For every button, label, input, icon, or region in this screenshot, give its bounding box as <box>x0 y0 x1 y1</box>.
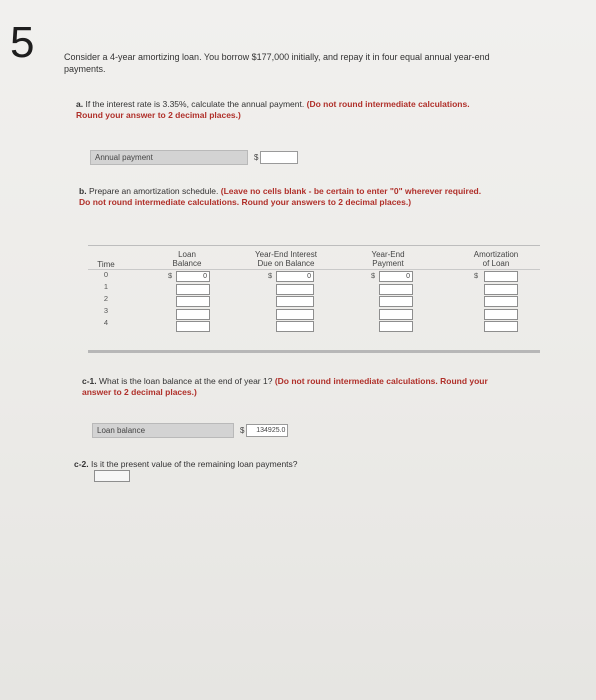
interest-currency: $ <box>268 271 273 280</box>
part-c1-text: What is the loan balance at the end of year 1? <box>99 376 273 386</box>
amortization-input-0[interactable] <box>484 271 518 282</box>
part-c1-instruction: (Do not round intermediate calculations. Round your answer to 2 decimal places.) <box>82 376 488 397</box>
interest-input-3[interactable] <box>276 309 314 320</box>
problem-intro <box>64 51 514 75</box>
intro-text: Consider a 4-year amortizing loan. You borrow $177,000 initially, and repay it in four equal annual year-end payments. <box>64 52 490 74</box>
loan-balance-row <box>92 423 288 438</box>
loan-balance-answer-currency: $ <box>240 426 245 435</box>
annual-payment-currency: $ <box>254 153 259 162</box>
time-value: 2 <box>103 294 109 303</box>
payment-input-0[interactable]: 0 <box>379 271 413 282</box>
col-header-loan-2: Balance <box>172 259 202 268</box>
header-underline <box>88 269 540 270</box>
col-header-amortization-2: of Loan <box>482 259 510 268</box>
annual-payment-input[interactable] <box>260 151 298 164</box>
part-c2-prefix: c-2. <box>74 459 89 469</box>
time-value: 4 <box>103 318 109 327</box>
time-value: 3 <box>103 306 109 315</box>
payment-column <box>379 271 413 334</box>
interest-column <box>276 271 314 334</box>
annual-payment-label: Annual payment <box>90 150 248 165</box>
loan-balance-currency: $ <box>168 271 173 280</box>
loan-balance-column <box>176 271 210 334</box>
amortization-input-1[interactable] <box>484 284 518 295</box>
loan-balance-input-0[interactable]: 0 <box>176 271 210 282</box>
part-c1-question <box>82 376 492 398</box>
loan-balance-input-2[interactable] <box>176 296 210 307</box>
payment-input-4[interactable] <box>379 321 413 332</box>
col-header-amortization-1: Amortization <box>473 250 519 259</box>
loan-balance-answer-input[interactable]: 134925.0 <box>246 424 288 437</box>
loan-balance-label: Loan balance <box>92 423 234 438</box>
part-b-instruction-2: to 2 decimal places.) <box>327 197 412 207</box>
payment-input-2[interactable] <box>379 296 413 307</box>
amortization-column <box>484 271 518 334</box>
payment-input-1[interactable] <box>379 284 413 295</box>
part-a-question <box>76 99 496 121</box>
amortization-currency: $ <box>474 271 479 280</box>
payment-currency: $ <box>371 271 376 280</box>
part-b-text: Prepare an amortization schedule. <box>88 186 219 196</box>
payment-input-3[interactable] <box>379 309 413 320</box>
col-header-payment-2: Payment <box>372 259 404 268</box>
part-c1-prefix: c-1. <box>82 376 97 386</box>
col-header-interest-1: Year-End Interest <box>255 250 317 259</box>
part-a-prefix: a. <box>76 99 84 109</box>
amortization-input-3[interactable] <box>484 309 518 320</box>
loan-balance-input-4[interactable] <box>176 321 210 332</box>
part-a-instruction: (Do not round intermediate calculations. Round your answer to 2 decimal places.) <box>76 99 470 120</box>
problem-number: 5 <box>10 18 35 67</box>
amortization-input-4[interactable] <box>484 321 518 332</box>
time-value: 1 <box>103 282 109 291</box>
part-b-question <box>79 186 489 208</box>
amortization-schedule-table <box>88 245 540 353</box>
part-c2-question <box>74 459 484 470</box>
amortization-input-2[interactable] <box>484 296 518 307</box>
time-value: 0 <box>103 270 109 279</box>
part-c2-text: Is it the present value of the remaining loan payments? <box>91 459 298 469</box>
present-value-answer-select[interactable] <box>94 470 130 482</box>
interest-input-0[interactable]: 0 <box>276 271 314 282</box>
col-header-payment-1: Year-End <box>371 250 405 259</box>
part-b-instruction: (Leave no cells blank - be certain to enter "0" wherever required. Do not round intermediate calculations. Round your answers <box>79 186 482 207</box>
part-a-text: If the interest rate is 3.35%, calculate the annual payment. <box>85 99 305 109</box>
interest-input-2[interactable] <box>276 296 314 307</box>
loan-balance-input-1[interactable] <box>176 284 210 295</box>
col-header-interest-2: Due on Balance <box>257 259 315 268</box>
part-b-prefix: b. <box>79 186 87 196</box>
col-header-loan-1: Loan <box>178 250 196 259</box>
col-header-time: Time <box>97 260 115 269</box>
interest-input-1[interactable] <box>276 284 314 295</box>
interest-input-4[interactable] <box>276 321 314 332</box>
loan-balance-input-3[interactable] <box>176 309 210 320</box>
annual-payment-row <box>90 150 298 165</box>
